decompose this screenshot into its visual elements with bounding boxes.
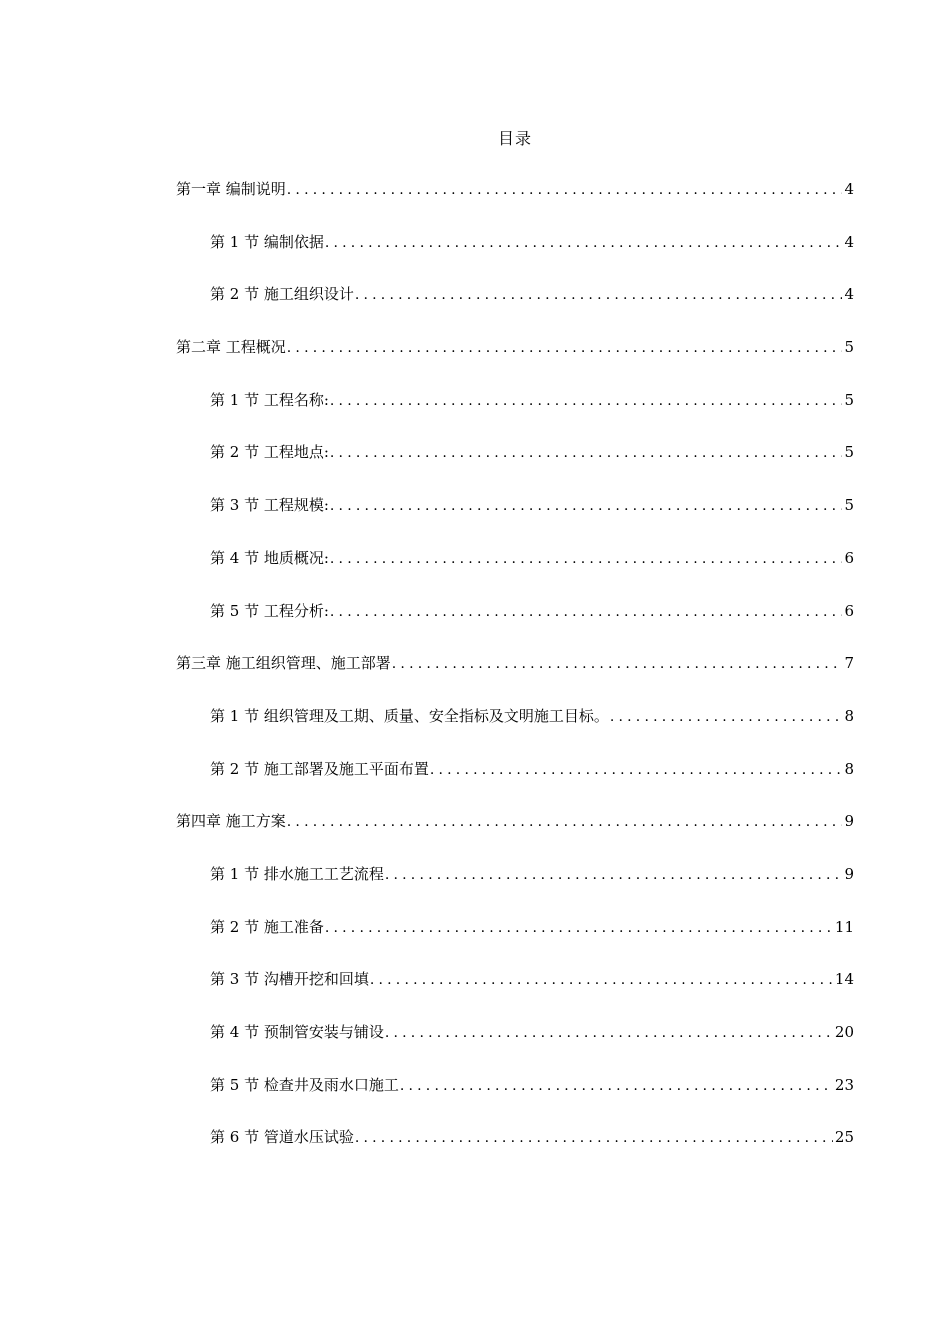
toc-page-number: 9 — [844, 812, 854, 831]
toc-leader-dots — [329, 498, 843, 514]
toc-entry-section[interactable] — [176, 1126, 854, 1179]
toc-entry-label: 第 5 节 检查井及雨水口施工 — [210, 1075, 399, 1094]
toc-entry-label: 第二章 工程概况 — [176, 338, 286, 357]
toc-entry-label: 第 4 节 预制管安装与铺设 — [210, 1023, 384, 1041]
toc-entry-section[interactable] — [176, 494, 854, 547]
toc-entry-label: 第 3 节 沟槽开挖和回填 — [210, 970, 369, 989]
toc-entry-section[interactable] — [176, 863, 854, 916]
toc-page-number: 4 — [844, 180, 854, 198]
toc-entry-section[interactable] — [176, 1074, 854, 1127]
toc-page-number: 11 — [834, 917, 854, 936]
toc-entry-section[interactable] — [176, 231, 854, 284]
toc-entry-label: 第 1 节 排水施工工艺流程 — [210, 864, 384, 883]
toc-page-number: 23 — [834, 1075, 854, 1094]
toc-page-number: 20 — [834, 1023, 854, 1041]
table-of-contents — [176, 178, 854, 1179]
toc-entry-section[interactable] — [176, 600, 854, 653]
toc-leader-dots — [286, 814, 843, 830]
toc-entry-section[interactable] — [176, 389, 854, 442]
toc-entry-label: 第 4 节 地质概况: — [210, 548, 329, 567]
toc-entry-label: 第四章 施工方案 — [176, 812, 286, 831]
toc-leader-dots — [391, 656, 843, 672]
toc-entry-label: 第 2 节 施工准备 — [210, 917, 324, 936]
toc-entry-section[interactable] — [176, 916, 854, 969]
toc-entry-section[interactable] — [176, 441, 854, 494]
toc-page-number: 8 — [844, 706, 854, 725]
toc-leader-dots — [329, 551, 843, 567]
toc-page-number: 14 — [834, 970, 854, 989]
toc-entry-label: 第 1 节 编制依据 — [210, 232, 324, 251]
toc-entry-label: 第三章 施工组织管理、施工部署 — [176, 654, 391, 673]
toc-entry-label: 第 2 节 施工组织设计 — [210, 285, 354, 304]
toc-page-number: 7 — [844, 654, 854, 673]
toc-page-number: 6 — [844, 548, 854, 567]
toc-leader-dots — [329, 604, 843, 620]
toc-leader-dots — [329, 445, 843, 461]
toc-leader-dots — [609, 709, 843, 725]
toc-entry-label: 第 1 节 组织管理及工期、质量、安全指标及文明施工目标。 — [210, 706, 609, 725]
toc-entry-section[interactable] — [176, 758, 854, 811]
toc-entry-chapter[interactable] — [176, 652, 854, 705]
toc-entry-label: 第 2 节 工程地点: — [210, 443, 329, 462]
toc-page-number: 5 — [844, 443, 854, 462]
toc-leader-dots — [286, 182, 843, 198]
toc-leader-dots — [329, 393, 843, 409]
toc-entry-label: 第 6 节 管道水压试验 — [210, 1128, 354, 1147]
toc-page-number: 25 — [834, 1128, 854, 1147]
toc-page-number: 5 — [844, 390, 854, 409]
toc-page-number: 8 — [844, 759, 854, 778]
toc-entry-section[interactable] — [176, 1021, 854, 1074]
toc-page-number: 4 — [844, 285, 854, 304]
toc-entry-section[interactable] — [176, 968, 854, 1021]
toc-entry-chapter[interactable] — [176, 178, 854, 231]
toc-page-number: 5 — [844, 338, 854, 357]
toc-leader-dots — [384, 867, 843, 883]
toc-entry-label: 第 3 节 工程规模: — [210, 496, 329, 515]
toc-entry-chapter[interactable] — [176, 336, 854, 389]
toc-leader-dots — [324, 235, 843, 251]
toc-entry-label: 第 1 节 工程名称: — [210, 390, 329, 409]
toc-entry-label: 第 2 节 施工部署及施工平面布置 — [210, 759, 429, 778]
toc-entry-chapter[interactable] — [176, 810, 854, 863]
toc-page-number: 6 — [844, 601, 854, 620]
toc-leader-dots — [354, 287, 843, 303]
toc-entry-label: 第一章 编制说明 — [176, 180, 286, 198]
toc-page-number: 4 — [844, 232, 854, 251]
toc-page-number: 9 — [844, 864, 854, 883]
toc-entry-label: 第 5 节 工程分析: — [210, 601, 329, 620]
toc-leader-dots — [286, 340, 843, 356]
toc-leader-dots — [384, 1025, 833, 1041]
toc-leader-dots — [369, 972, 833, 988]
toc-leader-dots — [324, 920, 833, 936]
toc-entry-section[interactable] — [176, 283, 854, 336]
toc-leader-dots — [399, 1078, 833, 1094]
toc-entry-section[interactable] — [176, 705, 854, 758]
toc-leader-dots — [354, 1130, 833, 1146]
toc-page-number: 5 — [844, 496, 854, 515]
page-title: 目录 — [497, 129, 532, 148]
toc-entry-section[interactable] — [176, 547, 854, 600]
toc-leader-dots — [429, 762, 843, 778]
